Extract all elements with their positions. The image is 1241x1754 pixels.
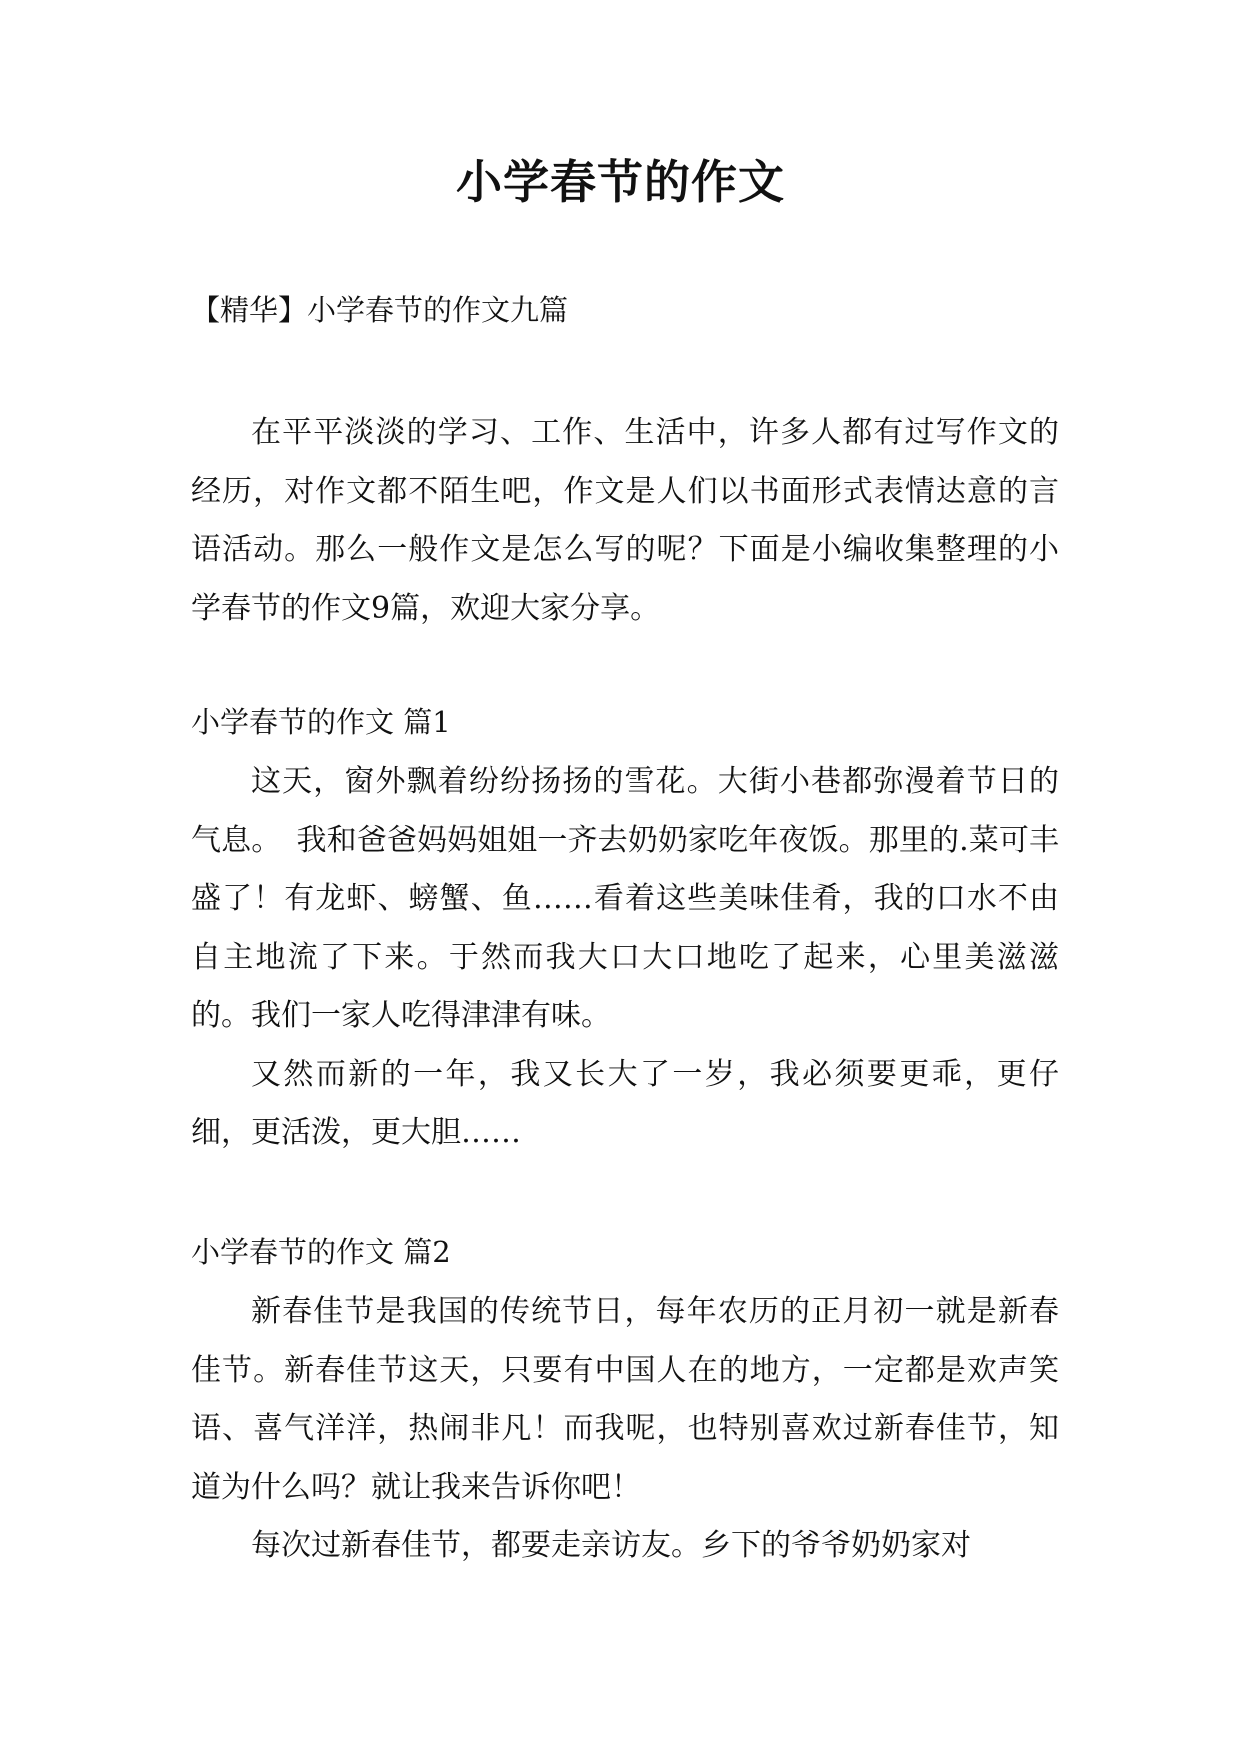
intro-block [191,404,1059,638]
section-2-heading: 小学春节的作文 篇2 [191,1235,451,1269]
section-1-paragraph-1: 这天，窗外飘着纷纷扬扬的雪花。大街小巷都弥漫着节日的气息。 我和爸爸妈妈姐姐一齐去奶奶家吃年夜饭。那里的.菜可丰盛了！有龙虾、螃蟹、鱼……看着这些美味佳肴，我的口水不由自主地流了下来。于然而我大口大口地吃了起来，心里美滋滋的。我们一家人吃得津津有味。 [191,764,1059,1033]
intro-paragraph: 在平平淡淡的学习、工作、生活中，许多人都有过写作文的经历，对作文都不陌生吧，作文是人们以书面形式表情达意的言语活动。那么一般作文是怎么写的呢？下面是小编收集整理的小学春节的作文9篇，欢迎大家分享。 [191,415,1059,626]
section-1-paragraph-2: 又然而新的一年，我又长大了一岁，我必须要更乖，更仔细，更活泼，更大胆…… [191,1056,1059,1150]
section-2-paragraph-1: 新春佳节是我国的传统节日，每年农历的正月初一就是新春佳节。新春佳节这天，只要有中国人在的地方，一定都是欢声笑语、喜气洋洋，热闹非凡！而我呢，也特别喜欢过新春佳节，知道为什么吗？就让我来告诉你吧！ [191,1294,1059,1505]
section-1-body [191,753,1059,1163]
section-2-body [191,1283,1059,1576]
section-1-heading: 小学春节的作文 篇1 [191,705,451,739]
document-subtitle: 【精华】小学春节的作文九篇 [191,293,569,327]
section-2-paragraph-2: 每次过新春佳节，都要走亲访友。乡下的爷爷奶奶家对 [251,1528,971,1563]
document-title: 小学春节的作文 [456,155,785,209]
